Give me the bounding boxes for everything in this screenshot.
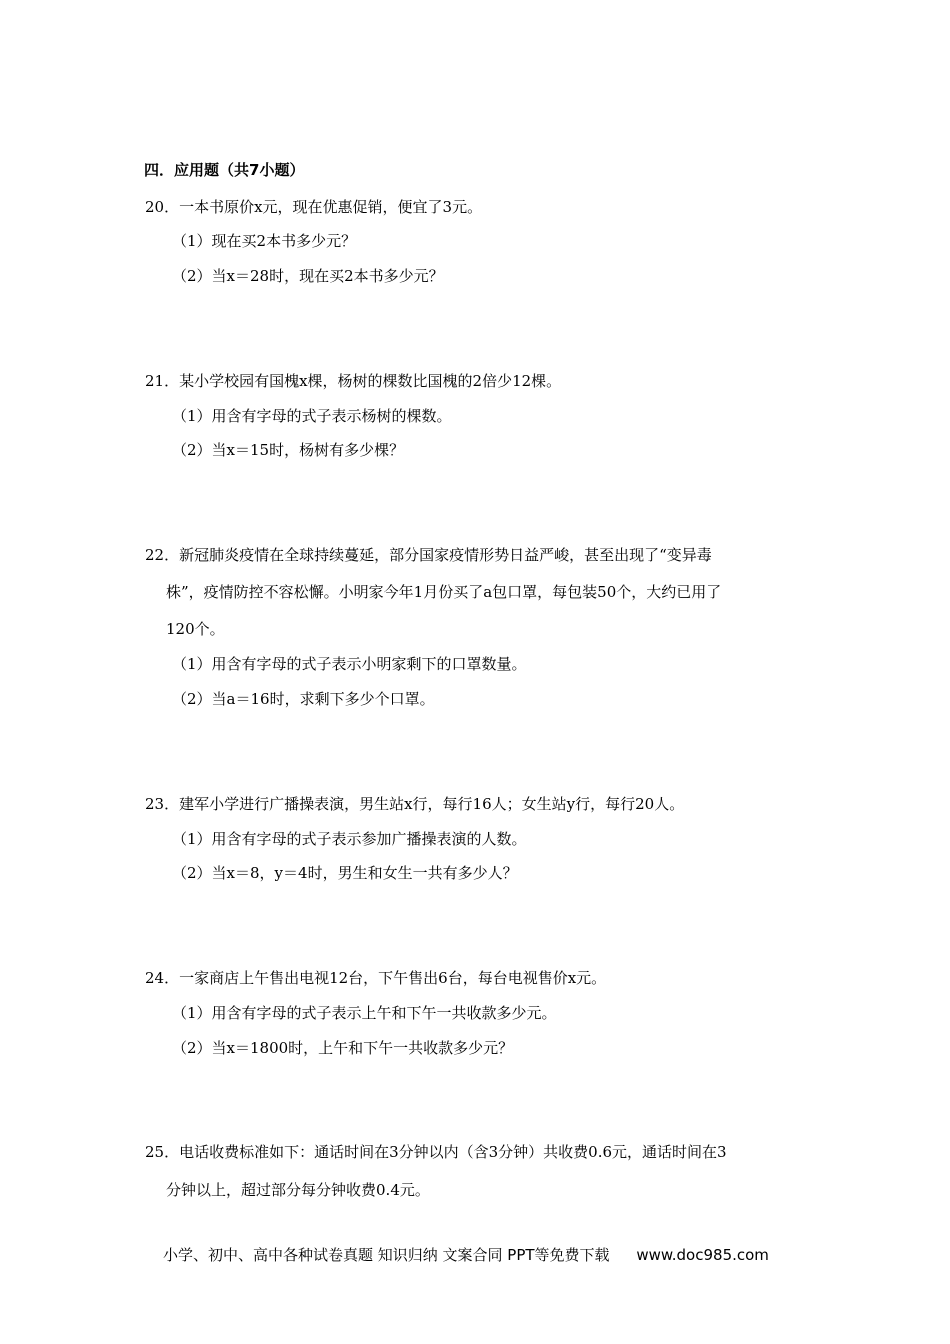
sub-question: （2）当x＝1800时，上午和下午一共收款多少元？ bbox=[172, 1039, 514, 1057]
question-text: 22．新冠肺炎疫情在全球持续蔓延，部分国家疫情形势日益严峻，甚至出现了“变异毒 bbox=[145, 546, 712, 564]
question-text: 25．电话收费标准如下：通话时间在3分钟以内（含3分钟）共收费0.6元，通话时间在3 bbox=[145, 1143, 727, 1161]
sub-question: （2）当x＝8，y＝4时，男生和女生一共有多少人？ bbox=[172, 864, 518, 882]
sub-question: （1）用含有字母的式子表示参加广播操表演的人数。 bbox=[172, 830, 527, 848]
question-text: 21．某小学校园有国槐x棵，杨树的棵数比国槐的2倍少12棵。 bbox=[145, 372, 562, 390]
sub-question: （1）用含有字母的式子表示小明家剩下的口罩数量。 bbox=[172, 655, 527, 673]
question-text: 24．一家商店上午售出电视12台，下午售出6台，每台电视售价x元。 bbox=[145, 969, 607, 987]
page-footer bbox=[163, 1244, 769, 1265]
sub-question: （1）用含有字母的式子表示杨树的棵数。 bbox=[172, 407, 452, 425]
question-text-continued: 120个。 bbox=[166, 620, 225, 638]
question-text-continued: 株”，疫情防控不容松懈。小明家今年1月份买了a包口罩，每包装50个，大约已用了 bbox=[166, 583, 722, 601]
sub-question: （1）现在买2本书多少元？ bbox=[172, 232, 357, 250]
sub-question: （2）当x＝15时，杨树有多少棵？ bbox=[172, 441, 405, 459]
question-text-continued: 分钟以上，超过部分每分钟收费0.4元。 bbox=[166, 1181, 430, 1199]
footer-text: 小学、初中、高中各种试卷真题 知识归纳 文案合同 PPT等免费下载 bbox=[163, 1246, 610, 1264]
section-title: 四．应用题（共7小题） bbox=[144, 161, 305, 179]
sub-question: （2）当a＝16时，求剩下多少个口罩。 bbox=[172, 690, 435, 708]
sub-question: （2）当x＝28时，现在买2本书多少元？ bbox=[172, 267, 444, 285]
question-text: 23．建军小学进行广播操表演，男生站x行，每行16人；女生站y行，每行20人。 bbox=[145, 795, 685, 813]
footer-url[interactable]: www.doc985.com bbox=[636, 1246, 769, 1264]
question-text: 20．一本书原价x元，现在优惠促销，便宜了3元。 bbox=[145, 198, 483, 216]
sub-question: （1）用含有字母的式子表示上午和下午一共收款多少元。 bbox=[172, 1004, 557, 1022]
